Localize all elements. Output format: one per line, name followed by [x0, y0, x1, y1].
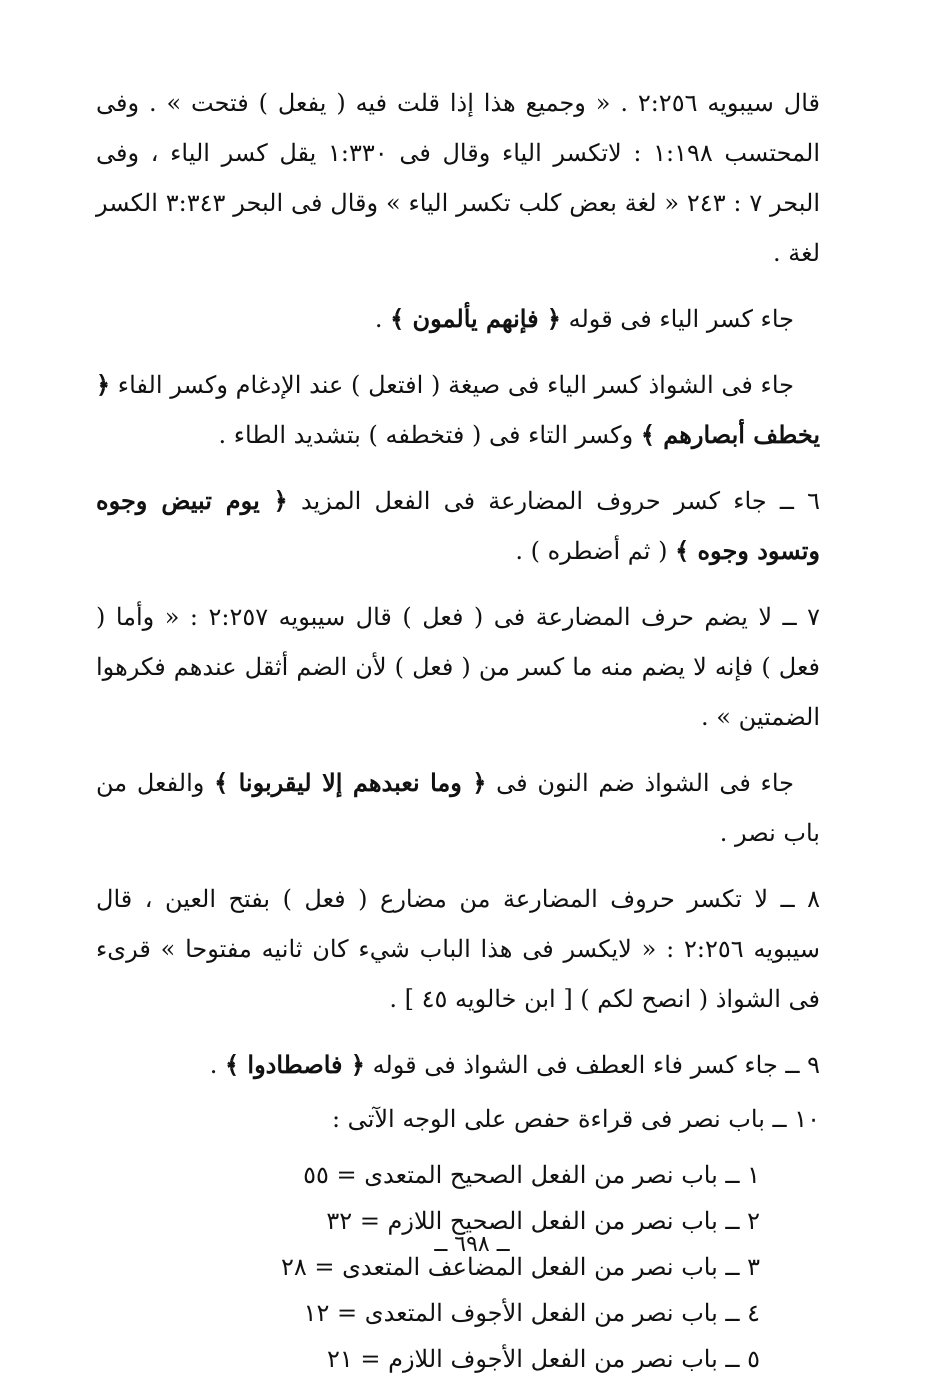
paragraph-text: ( ثم أضطره ) .	[515, 537, 676, 565]
page-number: ــ ٦٩٨ ــ	[434, 1232, 510, 1257]
paragraph-yalamun	[96, 294, 820, 344]
paragraph-text: قال سيبويه ٢:٢٥٦ . « وجميع هذا إذا قلت فيه ( يفعل ) فتحت » . وفى المحتسب ١:١٩٨ : لاتكسر الياء وقال فى ١:٣٣٠ يقل كسر الياء ، وفى البحر ٧ : ٢٤٣ « لغة بعض كلب تكسر الياء » وقال فى البحر ٣:٣٤٣ الكسر لغة .	[96, 89, 821, 267]
quran-verse: ﴿ فاصطادوا ﴾	[224, 1050, 365, 1079]
quran-verse: ﴿ وما نعبدهم إلا ليقربونا ﴾	[214, 768, 487, 797]
paragraph-text: جاء فى الشواذ كسر الياء فى صيغة ( افتعل ) عند الإدغام وكسر الفاء	[110, 371, 794, 399]
page-body	[96, 78, 820, 1382]
quran-verse: ﴿ يخطف أبصارهم ﴾	[96, 370, 820, 449]
paragraph-text: ٩ ــ جاء كسر فاء العطف فى الشواذ فى قوله	[364, 1051, 820, 1079]
list-item: ٤ ــ باب نصر من الفعل الأجوف المتعدى = ١٢	[303, 1299, 760, 1327]
paragraph-text: .	[209, 1051, 225, 1079]
list-item: ١ ــ باب نصر من الفعل الصحيح المتعدى = ٥٥	[303, 1161, 760, 1189]
paragraph-rule-8	[96, 874, 820, 1024]
paragraph-text: ٦ ــ جاء كسر حروف المضارعة فى الفعل المزيد	[287, 487, 821, 515]
paragraph-text: ٨ ــ لا تكسر حروف المضارعة من مضارع ( فعل ) بفتح العين ، قال سيبويه ٢:٢٥٦ : « لايكسر فى هذا الباب شيء كان ثانيه مفتوحا » قرىء فى الشواذ ( انصح لكم ) [ ابن خالويه ٤٥ ] .	[96, 885, 820, 1013]
paragraph-sibawayh-quote	[96, 78, 820, 278]
paragraph-rule-7	[96, 592, 820, 742]
quran-verse: ﴿ فإنهم يألمون ﴾	[390, 304, 561, 333]
paragraph-rule-6	[96, 476, 820, 576]
paragraph-text: جاء فى الشواذ ضم النون فى	[486, 769, 794, 797]
paragraph-text: جاء كسر الياء فى قوله	[560, 305, 794, 333]
paragraph-text: .	[374, 305, 391, 333]
paragraph-rule-10	[96, 1094, 820, 1144]
bab-nasr-list	[96, 1152, 760, 1382]
paragraph-rule-9	[96, 1040, 820, 1090]
paragraph-text: والفعل من باب نصر .	[96, 769, 820, 847]
paragraph-text: وكسر التاء فى ( فتخطفه ) بتشديد الطاء .	[218, 421, 641, 449]
list-item: ٥ ــ باب نصر من الفعل الأجوف اللازم = ٢١	[326, 1345, 760, 1373]
paragraph-yakhtafu	[96, 360, 820, 460]
quran-verse: ﴿ يوم تبيض وجوه وتسود وجوه ﴾	[96, 486, 820, 565]
paragraph-nabuduhum	[96, 758, 820, 858]
list-item: ٢ ــ باب نصر من الفعل الصحيح اللازم = ٣٢	[326, 1207, 760, 1235]
list-item: ٣ ــ باب نصر من الفعل المضاعف المتعدى = ٢٨	[280, 1253, 760, 1281]
paragraph-text: ٧ ــ لا يضم حرف المضارعة فى ( فعل ) قال سيبويه ٢:٢٥٧ : « وأما ( فعل ) فإنه لا يضم منه ما كسر من ( فعل ) لأن الضم أثقل عندهم فكرهوا الضمتين » .	[96, 603, 820, 731]
paragraph-text: ١٠ ــ باب نصر فى قراءة حفص على الوجه الآتى :	[331, 1105, 820, 1133]
